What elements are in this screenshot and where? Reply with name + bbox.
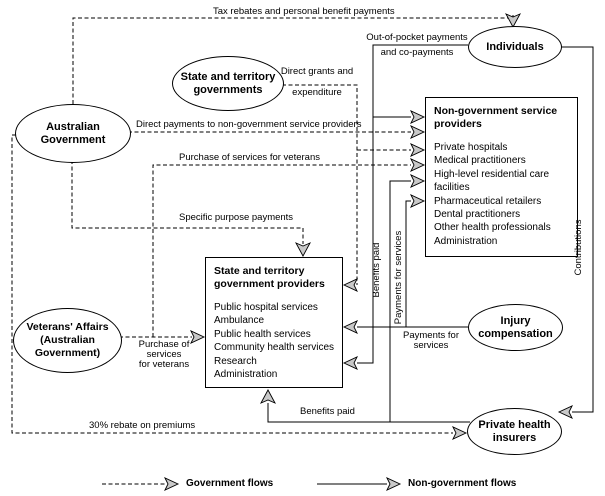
box-item: Research (214, 355, 257, 367)
label-payments-services-vertical: Payments for services (393, 230, 404, 325)
box-item: Pharmaceutical retailers (434, 195, 542, 207)
label-specific-purpose: Specific purpose payments (179, 212, 294, 223)
arrow-contributions-insurers (559, 406, 572, 418)
box-item: Dental practitioners (434, 209, 521, 221)
label-benefits-paid-vertical: Benefits paid (371, 242, 382, 298)
label-payments-services-1: Payments for (403, 330, 459, 341)
node-label-line: insurers (492, 431, 537, 444)
label-tax-rebates: Tax rebates and personal benefit payments (213, 6, 395, 17)
arrow-benefits-nongov (411, 175, 424, 187)
node-label-line: Injury (500, 314, 531, 327)
box-item: Administration (214, 369, 278, 381)
arrow-specific-purpose (296, 243, 310, 256)
node-injury-compensation (468, 304, 563, 351)
box-item: Public hospital services (214, 302, 318, 313)
label-purchase-veterans-small-2: services (146, 349, 182, 360)
flow-specific-purpose-line (72, 160, 303, 244)
arrow-oop-state (344, 357, 357, 369)
label-payments-services-2: services (413, 340, 449, 351)
node-private-health-insurers (467, 408, 562, 455)
box-item: Ambulance (214, 315, 265, 327)
node-label-line: compensation (478, 327, 553, 340)
box-item: High-level residential care facilities (434, 168, 550, 194)
node-individuals (468, 26, 562, 68)
label-purchase-veterans: Purchase of services for veterans (179, 152, 320, 163)
arrow-direct-grants-nongov (411, 144, 424, 156)
node-label-line: (Australian (40, 334, 95, 346)
label-out-of-pocket-2: and co-payments (380, 47, 454, 58)
box-title: Non-government service providers (434, 105, 558, 130)
label-benefits-paid: Benefits paid (300, 406, 355, 417)
label-purchase-veterans-small-1: Purchase of (138, 339, 190, 350)
arrow-direct-grants-state (344, 279, 357, 291)
node-label-line: Individuals (486, 40, 544, 53)
node-label-line: Private health (478, 418, 551, 431)
arrow-veterans-state (191, 331, 204, 343)
arrow-oop-nongov (411, 111, 424, 123)
arrow-payments-nongov (411, 195, 424, 207)
box-item: Community health services (214, 342, 335, 354)
label-contributions: Contributions (573, 219, 584, 276)
label-rebate: 30% rebate on premiums (89, 420, 196, 431)
label-direct-grants-2: expenditure (292, 87, 342, 98)
legend-government-arrow (165, 478, 178, 490)
box-non-government-providers (425, 97, 578, 257)
box-title: State and territory government providers (214, 265, 325, 290)
label-direct-grants-1: Direct grants and (280, 66, 354, 77)
box-state-territory-providers (205, 257, 343, 388)
node-label-line: Government) (34, 347, 101, 359)
arrow-veterans-nongov (411, 159, 424, 171)
label-out-of-pocket-1: Out-of-pocket payments (366, 32, 468, 43)
node-label-line: State and territory (180, 70, 276, 83)
node-label-line: governments (193, 83, 263, 96)
legend-government-label: Government flows (186, 478, 274, 489)
arrow-payments-state (344, 321, 357, 333)
label-purchase-veterans-small-3: for veterans (138, 359, 190, 370)
box-item: Private hospitals (434, 142, 508, 153)
box-item: Public health services (214, 328, 311, 340)
box-item: Medical practitioners (434, 155, 526, 167)
label-direct-payments: Direct payments to non-government service providers (136, 119, 362, 130)
box-item: Other health professionals (434, 222, 551, 234)
node-label-line: Veterans' Affairs (26, 321, 109, 333)
node-state-territory-governments (172, 56, 284, 111)
node-label-line: Government (40, 133, 106, 146)
box-item: Administration (434, 235, 498, 247)
legend-non-government-arrow (387, 478, 400, 490)
legend-non-government-label: Non-government flows (408, 478, 517, 489)
node-australian-government (15, 104, 131, 163)
arrow-direct-payments (411, 126, 424, 138)
node-veterans-affairs (13, 308, 122, 373)
arrow-rebate-insurers (453, 427, 466, 439)
arrow-benefits-state (261, 390, 275, 403)
node-label-line: Australian (46, 120, 100, 133)
